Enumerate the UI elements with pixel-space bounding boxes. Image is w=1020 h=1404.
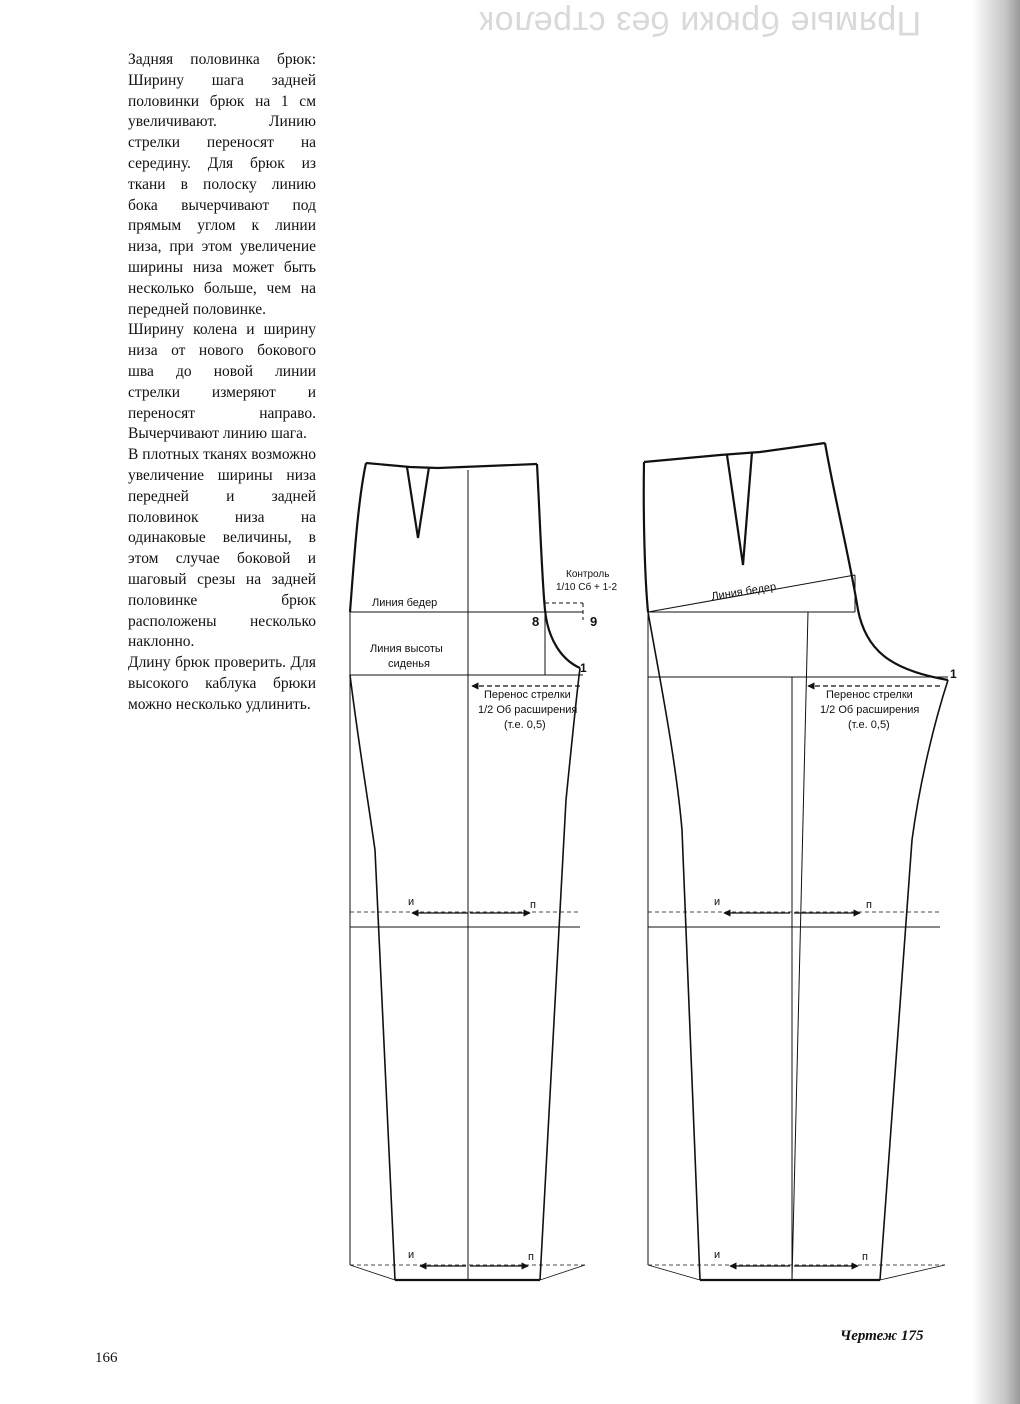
hem-mark-i: и: [408, 1249, 415, 1261]
hem-mark-i: и: [714, 1249, 721, 1261]
hem-mark-p: п: [862, 1251, 868, 1263]
back-half-pattern: [644, 443, 948, 1280]
hip-line-label: Линия бедер: [710, 580, 777, 603]
transfer-label: 1/2 Об расширения: [820, 704, 920, 716]
paragraph: Ширину колена и ширину низа от нового бокового шва до новой линии стрелки измеряют и переносят направо. Вычерчивают линию шага.: [128, 321, 316, 443]
drawing-caption: Чертеж 175: [840, 1328, 924, 1344]
hip-line-label: Линия бедер: [372, 597, 438, 609]
point-1: 1: [580, 661, 587, 675]
point-1: 1: [950, 667, 957, 681]
transfer-label: (т.е. 0,5): [848, 719, 890, 731]
paragraph: Задняя половинка брюк: Ширину шага задней половинки брюк на 1 см увеличивают. Линию стрелки переносят на середину. Для брюк из ткани в полоску линию бока вычерчивают под прямым углом к линии низа, при этом увеличение ширины низа может быть несколько больше, чем на передней половинке.: [128, 51, 316, 318]
transfer-label: Перенос стрелки: [484, 689, 571, 701]
hem-mark-p: п: [528, 1251, 534, 1263]
knee-mark-i: и: [714, 896, 721, 908]
point-9: 9: [590, 614, 598, 629]
paragraph: В плотных тканях возможно увеличение ширины низа передней и задней половинок низа на одинаковые величины, в этом случае боковой и шаговый срезы на задней половинке брюк расположены несколько наклонно.: [128, 446, 316, 651]
front-half-labels: [370, 569, 617, 1263]
paragraph: Длину брюк проверить. Для высокого каблука брюки можно несколько удлинить.: [128, 654, 316, 713]
knee-mark-p: п: [530, 899, 536, 911]
transfer-label: Перенос стрелки: [826, 689, 913, 701]
knee-mark-p: п: [866, 899, 872, 911]
control-label: Контроль: [566, 569, 610, 580]
seat-line-label: Линия высоты: [370, 643, 443, 655]
transfer-label: 1/2 Об расширения: [478, 704, 578, 716]
seat-line-label: сиденья: [388, 658, 430, 670]
front-half-pattern: [350, 463, 585, 1280]
knee-mark-i: и: [408, 896, 415, 908]
back-half-labels: [711, 581, 957, 1263]
page-number: 166: [95, 1350, 118, 1366]
point-8: 8: [532, 614, 540, 629]
transfer-label: (т.е. 0,5): [504, 719, 546, 731]
mirrored-section-title: Прямые брюки без стрелок: [478, 4, 922, 42]
control-formula: 1/10 Сб + 1-2: [556, 582, 618, 593]
